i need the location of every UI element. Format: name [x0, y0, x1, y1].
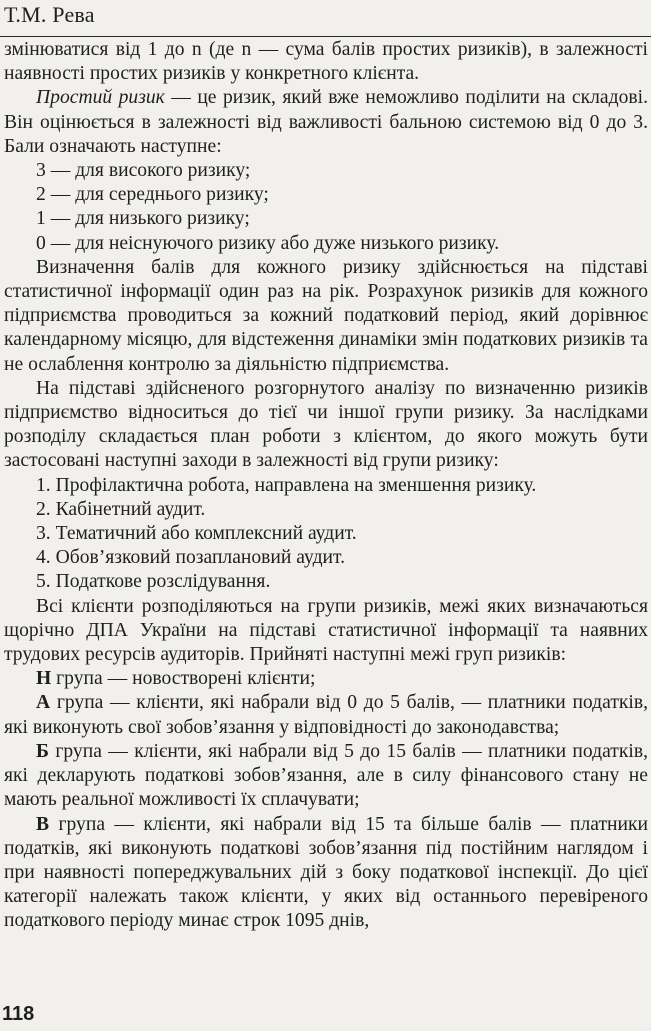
- group-description: група — новостворені клієнти;: [51, 668, 316, 690]
- paragraph-group-limits: Всі клієнти розподіляються на групи ризиків, межі яких визначаються щорічно ДПА України на підставі статистичної інформації та наявних трудових ресурсів аудиторів. Прийняті наступні межі груп ризиків:: [4, 595, 648, 666]
- paragraph-scoring: Визначення балів для кожного ризику здійснюється на підставі статистичної інформації один раз на рік. Розрахунок ризиків для кожного підприємства проводиться за кожний податковий період, який дорівнює календарному місяцю, для відстеження динаміки змін податкових ризиків та не ослаблення контролю за діяльністю підприємства.: [4, 256, 648, 375]
- group-a: [4, 691, 648, 739]
- page-body: [4, 38, 648, 934]
- group-letter: А: [36, 692, 51, 714]
- measure-item-5: 5. Податкове розслідування.: [36, 571, 271, 593]
- group-letter: Б: [36, 740, 49, 762]
- group-v: [4, 813, 648, 934]
- measure-item-3: 3. Тематичний або комплексний аудит.: [36, 523, 357, 545]
- group-description: група — клієнти, які набрали від 0 до 5 балів, — платники податків, які виконують свої зобов’язання у відповідності до законодавства;: [4, 692, 648, 738]
- group-h: [4, 667, 648, 691]
- running-header-author: Т.М. Рева: [4, 2, 95, 27]
- measure-item-1: 1. Профілактична робота, направлена на зменшення ризику.: [36, 474, 537, 496]
- scale-item-1: 1 — для низького ризику;: [36, 208, 250, 230]
- group-letter: В: [36, 813, 50, 835]
- term-simple-risk: Простий ризик: [36, 87, 165, 109]
- group-description: група — клієнти, які набрали від 15 та більше балів — платники податків, які виконують податкові зобов’язання під постійним наглядом і при наявності попереджувальних дій з боку податкової інспекції. До цієї категорії належать також клієнти, у яких від останнього перевіреного податкового періоду минає строк 1095 днів,: [4, 813, 648, 932]
- group-letter: Н: [36, 668, 52, 690]
- scale-item-0: 0 — для неіснуючого ризику або дуже низького ризику.: [36, 232, 500, 254]
- simple-risk-definition: — це ризик, який вже неможливо поділити на складові. Він оцінюється в залежності від важливості бальною системою від 0 до 3. Бали означають наступне:: [4, 87, 648, 157]
- group-description: група — клієнти, які набрали від 5 до 15 балів — платники податків, які декларують податкові зобов’язання, але в силу фінансового стану не мають реальної можливості їх сплачувати;: [4, 740, 648, 811]
- scale-item-3: 3 — для високого ризику;: [36, 160, 251, 182]
- group-b: [4, 740, 648, 813]
- paragraph-risk-groups-intro: На підставі здійсненого розгорнутого аналізу по визначенню ризиків підприємство відноситься до тієї чи іншої групи ризику. За наслідками розподілу складається план роботи з клієнтом, до якого можуть бути застосовані наступні заходи в залежності від групи ризику:: [4, 377, 648, 472]
- paragraph-simple-risk: [4, 86, 648, 159]
- paragraph-continuation: змінюватися від 1 до n (де n — сума балів простих ризиків), в залежності наявності простих ризиків у конкретного клієнта.: [4, 39, 648, 85]
- measure-item-4: 4. Обов’язковий позаплановий аудит.: [36, 547, 346, 569]
- scale-item-2: 2 — для середнього ризику;: [36, 184, 269, 206]
- measure-item-2: 2. Кабінетний аудит.: [36, 498, 206, 520]
- header-rule: [0, 36, 651, 37]
- page-number: 118: [2, 1003, 35, 1025]
